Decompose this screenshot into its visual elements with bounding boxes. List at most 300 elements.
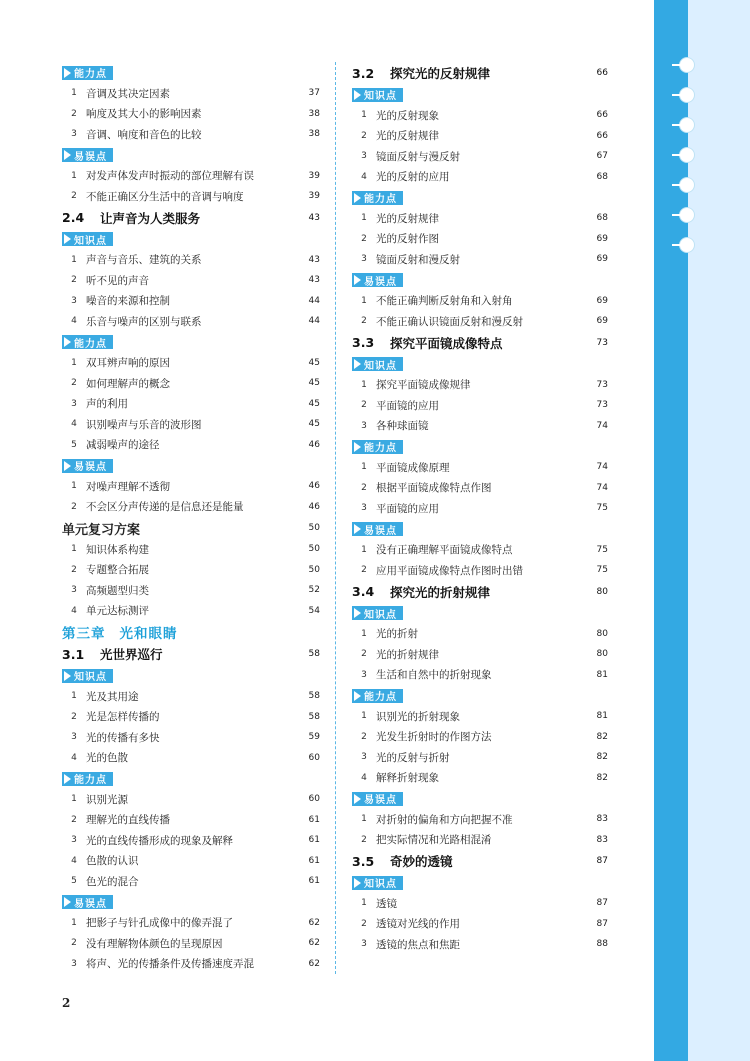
toc-entry[interactable] xyxy=(352,893,608,914)
toc-entry[interactable] xyxy=(62,186,320,207)
toc-entry[interactable] xyxy=(62,789,320,810)
toc-entry[interactable] xyxy=(62,394,320,415)
binder-ring xyxy=(680,118,694,132)
toc-entry[interactable] xyxy=(352,229,608,250)
entry-title: 镜面反射与漫反射 xyxy=(376,150,460,163)
entry-number: 3 xyxy=(361,752,367,763)
chapter-number: 第三章 xyxy=(62,626,106,642)
entry-title: 噪音的来源和控制 xyxy=(86,295,170,308)
entry-title: 知识体系构建 xyxy=(86,543,149,556)
section-heading[interactable] xyxy=(62,207,320,229)
entry-number: 3 xyxy=(361,503,367,514)
entry-number: 1 xyxy=(71,357,77,368)
entry-page: 69 xyxy=(596,233,608,244)
tag-label: 知识点 xyxy=(364,879,397,890)
category-tag xyxy=(62,230,320,249)
entry-title: 光的色散 xyxy=(86,752,128,765)
entry-number: 1 xyxy=(361,295,367,306)
toc-entry[interactable] xyxy=(62,601,320,622)
entry-page: 44 xyxy=(308,316,320,327)
entry-page: 80 xyxy=(596,628,608,639)
entry-page: 58 xyxy=(308,711,320,722)
toc-entry[interactable] xyxy=(62,497,320,518)
entry-title: 音调及其决定因素 xyxy=(86,87,170,100)
toc-entry[interactable] xyxy=(352,478,608,499)
entry-number: 1 xyxy=(71,88,77,99)
entry-page: 82 xyxy=(596,772,608,783)
entry-title: 单元达标测评 xyxy=(86,605,149,618)
entry-page: 43 xyxy=(308,275,320,286)
entry-page: 74 xyxy=(596,482,608,493)
entry-page: 61 xyxy=(308,855,320,866)
entry-title: 响度及其大小的影响因素 xyxy=(86,108,202,121)
entry-number: 3 xyxy=(361,420,367,431)
entry-page: 67 xyxy=(596,151,608,162)
entry-title: 双耳辨声响的原因 xyxy=(86,357,170,370)
category-tag xyxy=(62,63,320,82)
entry-number: 3 xyxy=(361,939,367,950)
entry-title: 声音与音乐、建筑的关系 xyxy=(86,254,202,267)
entry-title: 声的利用 xyxy=(86,398,128,411)
play-arrow-icon xyxy=(64,774,71,784)
entry-page: 45 xyxy=(308,398,320,409)
toc-entry[interactable] xyxy=(352,727,608,748)
play-arrow-icon xyxy=(64,671,71,681)
entry-number: 1 xyxy=(71,254,77,265)
entry-page: 60 xyxy=(308,752,320,763)
toc-entry[interactable] xyxy=(62,933,320,954)
entry-page: 87 xyxy=(596,918,608,929)
entry-page: 74 xyxy=(596,420,608,431)
entry-page: 75 xyxy=(596,544,608,555)
category-tag xyxy=(62,456,320,475)
entry-title: 音调、响度和音色的比较 xyxy=(86,128,202,141)
binder-ring xyxy=(680,58,694,72)
tag-badge xyxy=(62,232,113,246)
category-tag xyxy=(352,520,608,539)
entry-title: 光的反射的应用 xyxy=(376,171,450,184)
play-arrow-icon xyxy=(354,90,361,100)
category-tag xyxy=(352,355,608,374)
toc-entry[interactable] xyxy=(62,166,320,187)
entry-title: 光及其用途 xyxy=(86,690,139,703)
entry-page: 61 xyxy=(308,876,320,887)
toc-entry[interactable] xyxy=(62,124,320,145)
section-page: 87 xyxy=(596,856,608,866)
entry-title: 把影子与针孔成像中的像弄混了 xyxy=(86,917,233,930)
tag-label: 知识点 xyxy=(74,672,107,683)
entry-page: 45 xyxy=(308,378,320,389)
entry-page: 46 xyxy=(308,481,320,492)
entry-page: 81 xyxy=(596,711,608,722)
tag-label: 能力点 xyxy=(364,692,397,703)
entry-page: 82 xyxy=(596,731,608,742)
toc-entry[interactable] xyxy=(62,539,320,560)
tag-label: 能力点 xyxy=(364,443,397,454)
toc-entry[interactable] xyxy=(62,560,320,581)
entry-number: 1 xyxy=(361,462,367,473)
toc-entry[interactable] xyxy=(352,560,608,581)
tag-label: 知识点 xyxy=(364,91,397,102)
entry-title: 识别噪声与乐音的波形图 xyxy=(86,418,202,431)
entry-number: 4 xyxy=(71,752,77,763)
entry-page: 38 xyxy=(308,108,320,119)
category-tag xyxy=(62,769,320,788)
entry-number: 3 xyxy=(71,835,77,846)
entry-title: 透镜 xyxy=(376,897,397,910)
entry-page: 45 xyxy=(308,357,320,368)
section-number: 2.4 xyxy=(62,210,85,225)
entry-title: 解释折射现象 xyxy=(376,772,439,785)
entry-page: 50 xyxy=(308,544,320,555)
entry-page: 61 xyxy=(308,814,320,825)
entry-number: 2 xyxy=(71,378,77,389)
tag-badge xyxy=(62,66,113,80)
entry-title: 色光的混合 xyxy=(86,875,139,888)
toc-entry[interactable] xyxy=(352,665,608,686)
category-tag xyxy=(352,873,608,892)
page-number: 2 xyxy=(62,996,71,1010)
entry-title: 光的反射作图 xyxy=(376,233,439,246)
toc-entry[interactable] xyxy=(352,146,608,167)
entry-title: 乐音与噪声的区别与联系 xyxy=(86,315,202,328)
toc-entry[interactable] xyxy=(352,830,608,851)
entry-page: 54 xyxy=(308,605,320,616)
toc-entry[interactable] xyxy=(352,375,608,396)
entry-title: 光的反射与折射 xyxy=(376,751,450,764)
tag-label: 易误点 xyxy=(364,525,397,537)
entry-number: 2 xyxy=(361,834,367,845)
entry-number: 2 xyxy=(361,731,367,742)
section-number: 3.4 xyxy=(352,584,375,599)
tag-badge xyxy=(352,273,403,287)
toc-right-column xyxy=(352,62,608,955)
entry-number: 1 xyxy=(361,628,367,639)
unit-title: 单元复习方案 xyxy=(62,522,141,538)
entry-page: 69 xyxy=(596,316,608,327)
section-page: 43 xyxy=(308,212,320,223)
entry-title: 平面镜的应用 xyxy=(376,502,439,515)
toc-entry[interactable] xyxy=(352,457,608,478)
entry-number: 2 xyxy=(71,191,77,202)
section-number: 3.5 xyxy=(352,853,375,869)
play-arrow-icon xyxy=(354,193,361,203)
entry-number: 2 xyxy=(71,711,77,722)
entry-title: 光是怎样传播的 xyxy=(86,711,160,724)
entry-title: 镜面反射和漫反射 xyxy=(376,253,460,266)
toc-entry[interactable] xyxy=(62,913,320,934)
entry-page: 68 xyxy=(596,213,608,224)
entry-title: 光的直线传播形成的现象及解释 xyxy=(86,834,233,847)
entry-number: 4 xyxy=(71,419,77,430)
tag-label: 易误点 xyxy=(74,898,107,910)
section-title: 让声音为人类服务 xyxy=(100,210,201,226)
entry-title: 减弱噪声的途径 xyxy=(86,439,160,452)
toc-entry[interactable] xyxy=(62,250,320,271)
entry-page: 66 xyxy=(596,130,608,141)
toc-entry[interactable] xyxy=(62,851,320,872)
toc-entry[interactable] xyxy=(352,809,608,830)
category-tag xyxy=(352,604,608,623)
play-arrow-icon xyxy=(354,524,361,534)
entry-page: 68 xyxy=(596,171,608,182)
toc-entry[interactable] xyxy=(62,954,320,975)
play-arrow-icon xyxy=(354,359,361,369)
entry-number: 1 xyxy=(71,794,77,805)
play-arrow-icon xyxy=(354,442,361,452)
tag-badge xyxy=(62,772,113,786)
tag-badge xyxy=(62,895,113,909)
toc-entry[interactable] xyxy=(62,373,320,394)
entry-page: 80 xyxy=(596,649,608,660)
category-tag xyxy=(352,789,608,808)
entry-page: 44 xyxy=(308,295,320,306)
unit-review-heading[interactable] xyxy=(62,517,320,539)
entry-number: 2 xyxy=(361,649,367,660)
section-title: 探究光的折射规律 xyxy=(390,584,491,600)
toc-entry[interactable] xyxy=(62,435,320,456)
entry-number: 2 xyxy=(71,938,77,949)
entry-number: 3 xyxy=(71,958,77,969)
toc-entry[interactable] xyxy=(352,768,608,789)
entry-title: 专题整合拓展 xyxy=(86,564,149,577)
entry-page: 69 xyxy=(596,254,608,265)
play-arrow-icon xyxy=(354,794,361,804)
entry-page: 75 xyxy=(596,565,608,576)
entry-page: 46 xyxy=(308,501,320,512)
entry-number: 1 xyxy=(361,814,367,825)
toc-entry[interactable] xyxy=(62,727,320,748)
entry-title: 对发声体发声时振动的部位理解有误 xyxy=(86,170,254,183)
entry-page: 62 xyxy=(308,958,320,969)
binder-ring xyxy=(680,178,694,192)
entry-number: 4 xyxy=(361,772,367,783)
category-tag xyxy=(62,893,320,912)
entry-title: 平面镜的应用 xyxy=(376,399,439,412)
entry-title: 不会区分声传递的是信息还是能量 xyxy=(86,501,244,514)
play-arrow-icon xyxy=(64,337,71,347)
entry-number: 4 xyxy=(361,171,367,182)
category-tag xyxy=(352,686,608,705)
entry-title: 对折射的偏角和方向把握不准 xyxy=(376,813,513,826)
section-title: 探究平面镜成像特点 xyxy=(390,335,503,351)
tag-badge xyxy=(352,876,403,890)
tag-label: 知识点 xyxy=(364,609,397,621)
section-heading[interactable] xyxy=(62,643,320,665)
entry-title: 识别光的折射现象 xyxy=(376,710,460,723)
tag-label: 能力点 xyxy=(364,194,397,205)
entry-number: 3 xyxy=(361,254,367,265)
entry-number: 3 xyxy=(71,295,77,306)
entry-page: 66 xyxy=(596,110,608,121)
entry-page: 43 xyxy=(308,254,320,265)
entry-number: 2 xyxy=(71,564,77,575)
tag-badge xyxy=(62,335,113,349)
entry-title: 光的反射规律 xyxy=(376,130,439,143)
entry-number: 2 xyxy=(71,108,77,119)
toc-entry[interactable] xyxy=(352,311,608,332)
toc-entry[interactable] xyxy=(62,104,320,125)
play-arrow-icon xyxy=(64,897,71,907)
toc-entry[interactable] xyxy=(352,706,608,727)
toc-entry[interactable] xyxy=(62,353,320,374)
entry-title: 根据平面镜成像特点作图 xyxy=(376,482,492,495)
toc-entry[interactable] xyxy=(62,291,320,312)
entry-page: 61 xyxy=(308,835,320,846)
entry-number: 3 xyxy=(71,585,77,596)
section-title: 光世界巡行 xyxy=(100,647,163,662)
entry-title: 高频题型归类 xyxy=(86,584,149,597)
toc-entry[interactable] xyxy=(62,414,320,435)
chapter-title: 光和眼睛 xyxy=(119,626,178,642)
play-arrow-icon xyxy=(354,878,361,888)
toc-entry[interactable] xyxy=(352,249,608,270)
entry-page: 81 xyxy=(596,669,608,680)
entry-page: 58 xyxy=(308,691,320,702)
entry-title: 没有正确理解平面镜成像特点 xyxy=(376,544,513,557)
tag-label: 能力点 xyxy=(74,69,107,80)
play-arrow-icon xyxy=(64,150,71,160)
entry-page: 75 xyxy=(596,503,608,514)
entry-title: 光的折射规律 xyxy=(376,648,439,661)
entry-title: 将声、光的传播条件及传播速度弄混 xyxy=(86,958,254,971)
entry-number: 2 xyxy=(71,814,77,825)
toc-entry[interactable] xyxy=(352,540,608,561)
entry-page: 88 xyxy=(596,939,608,950)
toc-entry[interactable] xyxy=(352,208,608,229)
entry-title: 各种球面镜 xyxy=(376,420,429,433)
toc-entry[interactable] xyxy=(352,624,608,645)
toc-entry[interactable] xyxy=(62,748,320,769)
category-tag xyxy=(62,146,320,165)
chapter-heading[interactable] xyxy=(62,621,320,643)
tag-badge xyxy=(352,88,403,102)
tag-badge xyxy=(352,689,403,703)
entry-number: 1 xyxy=(71,481,77,492)
entry-number: 1 xyxy=(361,898,367,909)
play-arrow-icon xyxy=(64,461,71,471)
entry-page: 59 xyxy=(308,732,320,743)
toc-entry[interactable] xyxy=(352,747,608,768)
entry-page: 83 xyxy=(596,834,608,845)
entry-title: 应用平面镜成像特点作图时出错 xyxy=(376,564,523,577)
play-arrow-icon xyxy=(354,691,361,701)
play-arrow-icon xyxy=(354,608,361,618)
toc-entry[interactable] xyxy=(352,416,608,437)
entry-title: 探究平面镜成像规律 xyxy=(376,379,471,392)
toc-entry[interactable] xyxy=(62,810,320,831)
toc-entry[interactable] xyxy=(352,914,608,935)
entry-number: 2 xyxy=(361,565,367,576)
entry-page: 45 xyxy=(308,419,320,430)
toc-entry[interactable] xyxy=(352,934,608,955)
entry-page: 52 xyxy=(308,585,320,596)
category-tag xyxy=(62,333,320,352)
entry-title: 识别光源 xyxy=(86,793,128,806)
toc-entry[interactable] xyxy=(62,707,320,728)
binder-ring xyxy=(680,148,694,162)
category-tag xyxy=(352,271,608,290)
toc-entry[interactable] xyxy=(62,476,320,497)
entry-number: 4 xyxy=(71,605,77,616)
toc-entry[interactable] xyxy=(62,686,320,707)
entry-number: 2 xyxy=(361,316,367,327)
entry-number: 5 xyxy=(71,439,77,450)
entry-number: 3 xyxy=(361,151,367,162)
entry-page: 46 xyxy=(308,439,320,450)
toc-entry[interactable] xyxy=(352,395,608,416)
entry-page: 39 xyxy=(308,191,320,202)
section-heading[interactable] xyxy=(352,581,608,603)
entry-title: 光发生折射时的作图方法 xyxy=(376,731,492,744)
tag-label: 易误点 xyxy=(364,795,397,806)
tag-label: 能力点 xyxy=(74,338,107,350)
toc-entry[interactable] xyxy=(62,311,320,332)
entry-title: 不能正确判断反射角和入射角 xyxy=(376,295,513,308)
play-arrow-icon xyxy=(354,275,361,285)
tag-label: 知识点 xyxy=(364,360,397,372)
entry-number: 1 xyxy=(71,691,77,702)
entry-number: 2 xyxy=(71,501,77,512)
toc-entry[interactable] xyxy=(352,105,608,126)
tag-badge xyxy=(352,522,403,536)
entry-title: 理解光的直线传播 xyxy=(86,814,170,827)
entry-number: 1 xyxy=(361,379,367,390)
entry-title: 没有理解物体颜色的呈现原因 xyxy=(86,937,223,950)
section-heading[interactable] xyxy=(352,62,608,84)
toc-entry[interactable] xyxy=(352,644,608,665)
entry-number: 1 xyxy=(361,711,367,722)
tag-badge xyxy=(62,459,113,473)
tag-label: 易误点 xyxy=(364,276,397,288)
toc-entry[interactable] xyxy=(352,167,608,188)
section-heading[interactable] xyxy=(352,332,608,354)
entry-title: 生活和自然中的折射现象 xyxy=(376,669,492,682)
entry-title: 光的传播有多快 xyxy=(86,731,160,744)
section-page: 66 xyxy=(596,68,608,78)
section-heading[interactable] xyxy=(352,850,608,872)
entry-title: 平面镜成像原理 xyxy=(376,461,450,474)
entry-page: 82 xyxy=(596,752,608,763)
toc-entry[interactable] xyxy=(352,291,608,312)
entry-number: 3 xyxy=(71,129,77,140)
section-number: 3.3 xyxy=(352,335,375,350)
toc-entry[interactable] xyxy=(62,580,320,601)
toc-entry[interactable] xyxy=(352,126,608,147)
tag-badge xyxy=(62,148,113,162)
entry-title: 透镜的焦点和焦距 xyxy=(376,938,460,951)
tag-label: 能力点 xyxy=(74,775,107,786)
tag-badge xyxy=(352,440,403,454)
toc-entry[interactable] xyxy=(352,498,608,519)
toc-entry[interactable] xyxy=(62,270,320,291)
entry-number: 2 xyxy=(361,918,367,929)
entry-title: 光的反射现象 xyxy=(376,109,439,122)
category-tag xyxy=(352,188,608,207)
tag-badge xyxy=(352,792,403,806)
toc-entry[interactable] xyxy=(62,871,320,892)
entry-number: 1 xyxy=(71,917,77,928)
toc-entry[interactable] xyxy=(62,83,320,104)
tag-badge xyxy=(352,606,403,620)
section-page: 58 xyxy=(308,649,320,659)
entry-title: 把实际情况和光路相混淆 xyxy=(376,834,492,847)
entry-title: 如何理解声的概念 xyxy=(86,377,170,390)
entry-title: 听不见的声音 xyxy=(86,274,149,287)
toc-entry[interactable] xyxy=(62,830,320,851)
binder-ring xyxy=(680,88,694,102)
tag-badge xyxy=(352,357,403,371)
